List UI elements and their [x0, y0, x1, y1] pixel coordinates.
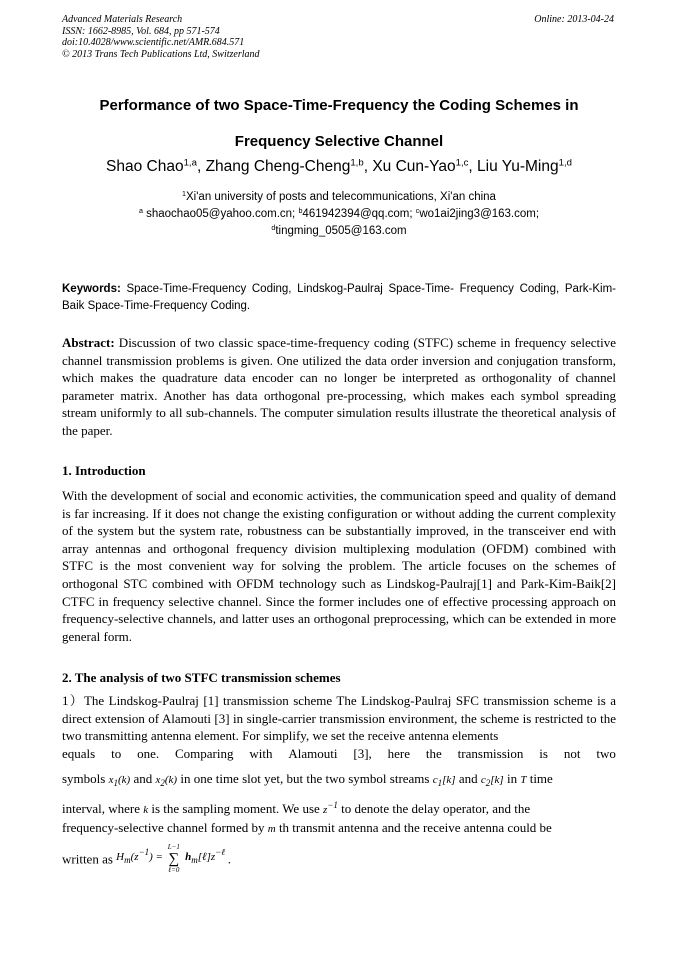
section-2-line-written: [62, 843, 616, 873]
doi: doi:10.4028/www.scientific.net/AMR.684.571: [62, 37, 245, 48]
math-sub: 1: [113, 778, 118, 789]
text-run: .: [227, 851, 231, 867]
word: not: [563, 746, 581, 761]
math-var: c: [480, 774, 486, 786]
email-sup: c: [415, 207, 420, 216]
email-a: shaochao05@yahoo.com.cn;: [142, 208, 299, 220]
author-name: Liu Yu-Ming: [477, 158, 559, 175]
text-run: frequency-selective channel formed by: [62, 820, 268, 835]
abstract-label: Abstract:: [62, 335, 115, 350]
equation-H: [116, 846, 166, 866]
section-1-heading: 1. Introduction: [62, 463, 146, 478]
math-sub: 2: [160, 778, 165, 789]
online-date: Online: 2013-04-24: [534, 14, 614, 25]
word: to: [111, 746, 122, 761]
author-sup: 1,c: [455, 157, 469, 169]
author-sep: ,: [196, 158, 206, 175]
paper-title: [62, 88, 616, 160]
author-email-d: [62, 223, 616, 240]
section-2-para-1: 1）The Lindskog-Paulraj [1] transmission scheme The Lindskog-Paulraj SFC transmission scheme is a direct extension of Alamouti [3] in single-carrier transmission environment, the scheme is restricted to the two transmitting antenna element. For simplify, we set the receive antenna elements: [62, 693, 616, 744]
word: [3],: [353, 746, 372, 761]
math-sub: m: [191, 855, 198, 866]
math-sub: 1: [437, 778, 443, 789]
math-c1: [432, 774, 456, 789]
text-run: written as: [62, 851, 117, 867]
math-k: k: [143, 804, 149, 816]
equation-h: [185, 846, 228, 866]
math-var: h: [185, 850, 192, 863]
affiliation-sup: 1: [182, 190, 186, 199]
math-arg: (z: [130, 850, 139, 863]
email-sup: b: [298, 207, 303, 216]
title-line-2: Frequency Selective Channel: [234, 133, 444, 150]
math-arg: (k): [164, 774, 178, 786]
word: here: [387, 746, 411, 761]
section-2-line-symbols: [62, 770, 616, 792]
word: one.: [137, 746, 160, 761]
math-var: x: [155, 774, 161, 786]
math-exp: −1: [327, 800, 338, 811]
author-sep: ,: [468, 158, 478, 175]
author-sup: 1,a: [183, 157, 197, 169]
text-run: and: [455, 771, 481, 786]
text-run: time: [526, 771, 553, 786]
math-arg: (k): [117, 774, 131, 786]
abstract-text: Discussion of two classic space-time-frequency coding (STFC) scheme in frequency selective channel transmission problems is given. One utilized the data order inversion and conjugation transform, which makes the quadrature data encoder can no longer be interpreted as orthogonality of channel parameter matrix. Another has data orthogonal pre-processing, which makes each symbol spreading stream uniformly to all sub-channels. The computer simulation results illustrate the theoretical analysis of the paper.: [62, 335, 616, 438]
keywords: [62, 281, 616, 315]
math-var: x: [108, 774, 114, 786]
copyright: © 2013 Trans Tech Publications Ltd, Switzerland: [62, 48, 260, 60]
author-name: Zhang Cheng-Cheng: [205, 158, 351, 175]
text-run: interval, where: [62, 801, 144, 816]
math-exp: −ℓ: [215, 846, 225, 857]
sum-upper: L−1: [167, 843, 180, 851]
math-T: T: [520, 774, 527, 786]
math-arg: [k]: [442, 774, 456, 786]
word: with: [249, 746, 273, 761]
section-2-heading: 2. The analysis of two STFC transmission schemes: [62, 670, 341, 685]
word: is: [539, 746, 548, 761]
word: two: [596, 746, 616, 761]
sum-symbol: ∑: [168, 851, 180, 867]
affiliation-text: Xi'an university of posts and telecommunications, Xi'an china: [186, 191, 496, 203]
author-list: [62, 158, 616, 176]
abstract: [62, 334, 616, 440]
email-sup: a: [138, 207, 143, 216]
word: Alamouti: [288, 746, 338, 761]
title-line-1: Performance of two Space-Time-Frequency the Coding Schemes in: [99, 97, 579, 114]
text-run: in: [503, 771, 521, 786]
email-b: 461942394@qq.com;: [302, 208, 416, 220]
math-sub: 2: [485, 778, 491, 789]
word: Comparing: [175, 746, 234, 761]
math-var: H: [116, 850, 125, 863]
summation: [168, 843, 180, 875]
section-1-text: With the development of social and economic activities, the communication speed and quality of demand is far increasing. If it does not change the existing configuration or without adding the current complexity of the system but the system rate, robustness can be substantially improved, in the transceiver end with array antennas and orthogonal frequency division multiplexing modulation (OFDM) combined with STFC is the most convenient way for solving the problem. The article focuses on the schemes of orthogonal STC combined with OFDM technology such as Lindskog-Paulraj[1] and Park-Kim-Baik[2] CTFC in frequency selective channel. Since the former includes one of effective processing approach on frequency-selective channels, and latter uses an orthogonal preprocessing, which can be extended in more general form.: [62, 488, 616, 644]
author-emails: [62, 206, 616, 223]
journal-meta: [62, 14, 260, 60]
section-2-line-equals: [62, 745, 616, 762]
text-run: th transmit antenna and the receive antenna could be: [275, 820, 552, 835]
email-sup: d: [271, 224, 276, 233]
math-x2: [155, 774, 178, 789]
author-sup: 1,b: [350, 157, 364, 169]
math-x1: [108, 774, 131, 789]
math-c2: [480, 774, 504, 789]
math-var: z: [323, 804, 328, 816]
journal-name: Advanced Materials Research: [62, 14, 183, 25]
word: transmission: [457, 746, 524, 761]
text-run: to denote the delay operator, and the: [337, 801, 531, 816]
keywords-label: Keywords:: [62, 283, 121, 295]
text-run: symbols: [62, 771, 106, 786]
author-sep: ,: [363, 158, 373, 175]
word: the: [425, 746, 442, 761]
math-sub: m: [124, 855, 131, 866]
keywords-text: Space-Time-Frequency Coding, Lindskog-Paulraj Space-Time- Frequency Coding, Park-Kim-Baik Space-Time-Frequency Coding.: [62, 283, 616, 312]
text-run: is the sampling moment. We use: [148, 801, 324, 816]
author-name: Xu Cun-Yao: [372, 158, 456, 175]
math-arg: ) =: [149, 850, 163, 863]
email-d: tingming_0505@163.com: [275, 225, 407, 237]
word: equals: [62, 746, 96, 761]
author-sup: 1,d: [558, 157, 572, 169]
text-run: and: [130, 771, 156, 786]
math-exp: −1: [138, 846, 150, 857]
sum-lower: ℓ=0: [168, 866, 180, 874]
math-var: c: [432, 774, 438, 786]
affiliation: [62, 189, 616, 206]
email-c: wo1ai2jing3@163.com;: [419, 208, 540, 220]
math-z: [323, 800, 338, 816]
section-2-line-freq: [62, 819, 616, 838]
issn: ISSN: 1662-8985, Vol. 684, pp 571-574: [62, 25, 220, 37]
math-arg: [ℓ]z: [197, 850, 216, 863]
author-name: Shao Chao: [106, 158, 184, 175]
text-run: in one time slot yet, but the two symbol streams: [177, 771, 433, 786]
section-2-line-interval: [62, 800, 616, 819]
math-m: m: [267, 823, 276, 835]
math-arg: [k]: [490, 774, 504, 786]
